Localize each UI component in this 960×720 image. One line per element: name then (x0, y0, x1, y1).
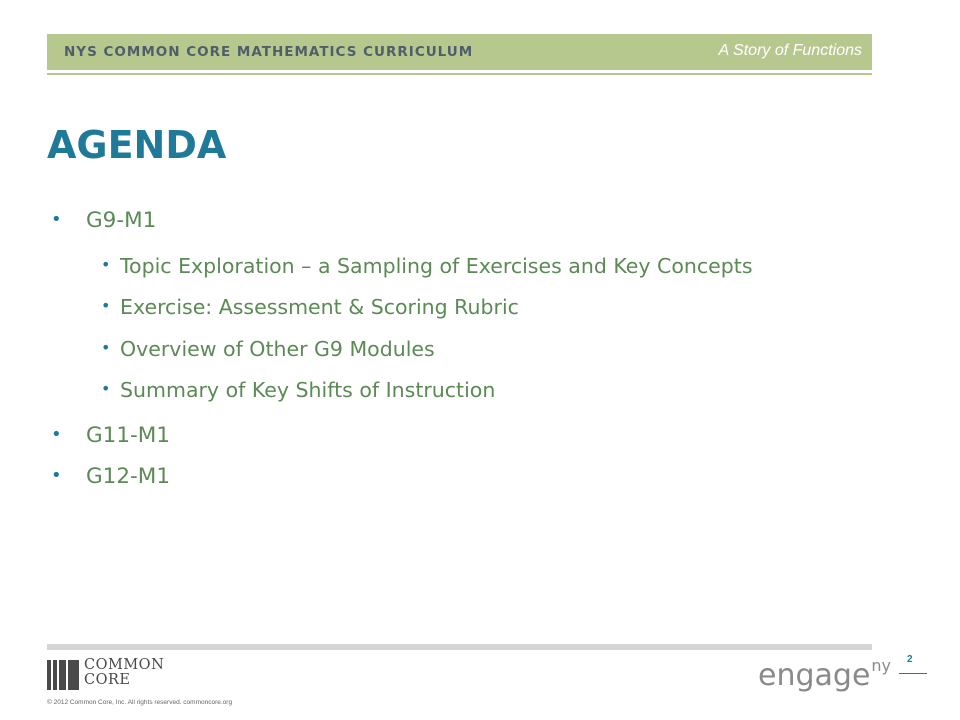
agenda-item-text: G9-M1 (86, 208, 157, 233)
agenda-item-text: Topic Exploration – a Sampling of Exercises and Key Concepts (120, 254, 753, 278)
bullet-icon: • (101, 379, 111, 398)
copyright-text: © 2012 Common Core, Inc. All rights reserved. commoncore.org (47, 699, 233, 706)
page-title: AGENDA (47, 123, 227, 167)
agenda-subitem (101, 337, 435, 361)
agenda-item-text: Summary of Key Shifts of Instruction (120, 378, 496, 402)
agenda-item (51, 464, 171, 489)
engageny-logo: engage$^{ny}$ (758, 656, 892, 693)
bullet-icon: • (51, 465, 62, 486)
curriculum-title: NYS COMMON CORE MATHEMATICS CURRICULUM (64, 44, 474, 60)
agenda-item-text: Exercise: Assessment & Scoring Rubric (120, 295, 519, 319)
story-title: A Story of Functions (718, 42, 862, 59)
page-number-underline (899, 673, 927, 674)
bullet-icon: • (101, 338, 111, 357)
common-core-logo-text: COMMON CORE (84, 657, 165, 688)
footer-band (47, 644, 872, 650)
bullet-icon: • (51, 209, 62, 230)
bullet-icon: • (101, 296, 111, 315)
agenda-subitem (101, 295, 519, 319)
common-core-logo-icon (47, 660, 79, 690)
agenda-subitem (101, 254, 753, 278)
agenda-item-text: G11-M1 (86, 423, 171, 448)
header-divider (47, 73, 872, 75)
agenda-item-text: Overview of Other G9 Modules (120, 337, 435, 361)
agenda-subitem (101, 378, 496, 402)
agenda-item (51, 208, 157, 233)
agenda-item-text: G12-M1 (86, 464, 171, 489)
bullet-icon: • (51, 424, 62, 445)
agenda-item (51, 423, 171, 448)
page-number: 2 (907, 654, 913, 665)
bullet-icon: • (101, 255, 111, 274)
